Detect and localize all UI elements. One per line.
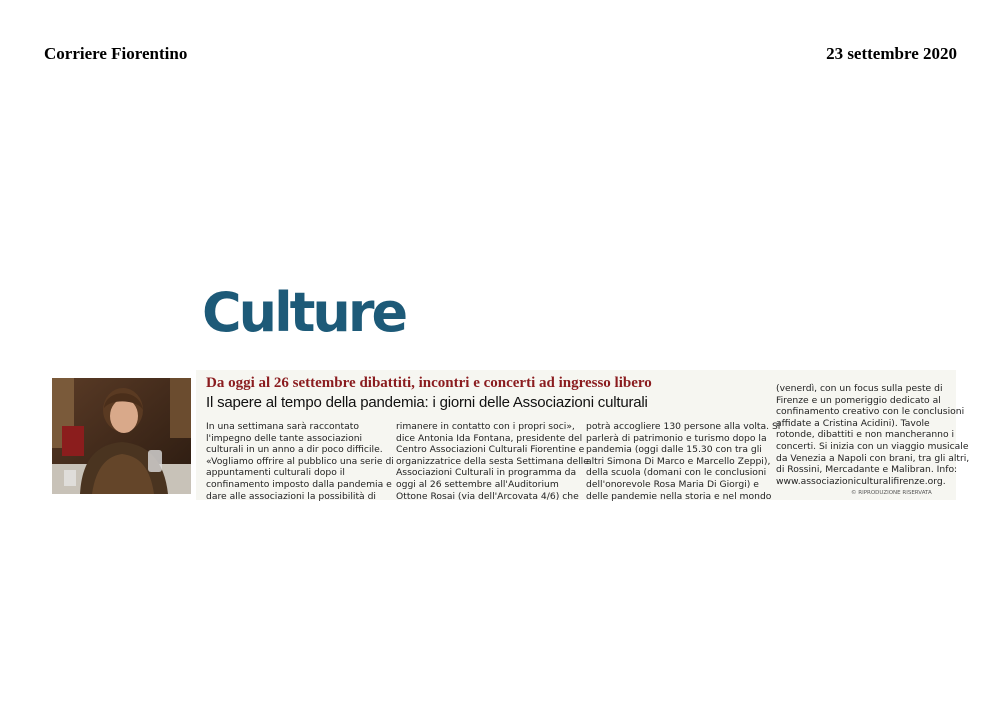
section-title: Culture [202, 281, 406, 344]
column-line: affidate a Cristina Acidini). Tavole [776, 417, 930, 429]
column-line: rotonde, dibattiti e non mancheranno i [776, 429, 955, 441]
article-column-4 [776, 383, 970, 487]
column-line: appuntamenti culturali dopo il [206, 467, 345, 479]
publication-date: 23 settembre 2020 [826, 44, 957, 63]
column-line: rimanere in contatto con i propri soci», [396, 421, 575, 432]
column-line: oggi al 26 settembre all'Auditorium [396, 478, 559, 490]
column-line: culturali in un anno a dir poco difficile. [206, 444, 383, 456]
column-line: dell'onorevole Rosa Maria Di Giorgi) e [586, 478, 759, 490]
column-line: di Rossini, Mercadante e Malibran. Info: [776, 464, 958, 476]
column-line: pandemia (oggi dalle 15.30 con tra gli [586, 444, 762, 456]
column-line: potrà accogliere 130 persone alla volta. Si [586, 421, 781, 432]
article-column-3 [586, 421, 781, 502]
info-link[interactable]: www.associazioniculturalifirenze.org. [776, 475, 946, 487]
column-line: Firenze e un pomeriggio dedicato al [776, 394, 941, 406]
column-line: «Vogliamo offrire al pubblico una serie di [206, 455, 394, 467]
article-column-1 [206, 421, 394, 502]
column-line: da Venezia a Napoli con brani, tra gli altri, [776, 452, 970, 464]
article-kicker: Da oggi al 26 settembre dibattiti, incontri e concerti ad ingresso libero [206, 375, 652, 391]
column-line: confinamento imposto dalla pandemia e [206, 478, 392, 490]
column-line: concerti. Si inizia con un viaggio musicale [776, 440, 969, 452]
column-line: parlerà di patrimonio e turismo dopo la [586, 432, 767, 444]
column-line: organizzatrice della sesta Settimana delle [396, 455, 589, 467]
column-line: dice Antonia Ida Fontana, presidente del [396, 432, 583, 444]
column-line: In una settimana sarà raccontato [206, 421, 359, 432]
article-photo [52, 378, 191, 494]
column-line: Centro Associazioni Culturali Fiorentine e [396, 444, 585, 456]
column-line: delle pandemie nella storia e nel mondo [586, 490, 772, 502]
article-column-2 [396, 421, 589, 502]
publication-name: Corriere Fiorentino [44, 44, 188, 63]
column-line: l'impegno delle tante associazioni [206, 432, 363, 444]
column-line: della scuola (domani con le conclusioni [586, 467, 767, 479]
column-line: Associazioni Culturali in programma da [396, 467, 577, 479]
column-line: altri Simona Di Marco e Marcello Zeppi), [586, 455, 771, 467]
article-headline: Il sapere al tempo della pandemia: i giorni delle Associazioni culturali [206, 394, 648, 411]
copyright-notice: © RIPRODUZIONE RISERVATA [851, 490, 932, 496]
column-line: confinamento creativo con le conclusioni [776, 406, 965, 418]
column-line: (venerdì, con un focus sulla peste di [776, 383, 943, 394]
column-line: Ottone Rosai (via dell'Arcovata 4/6) che [396, 490, 579, 502]
column-line: dare alle associazioni la possibilità di [206, 490, 376, 502]
